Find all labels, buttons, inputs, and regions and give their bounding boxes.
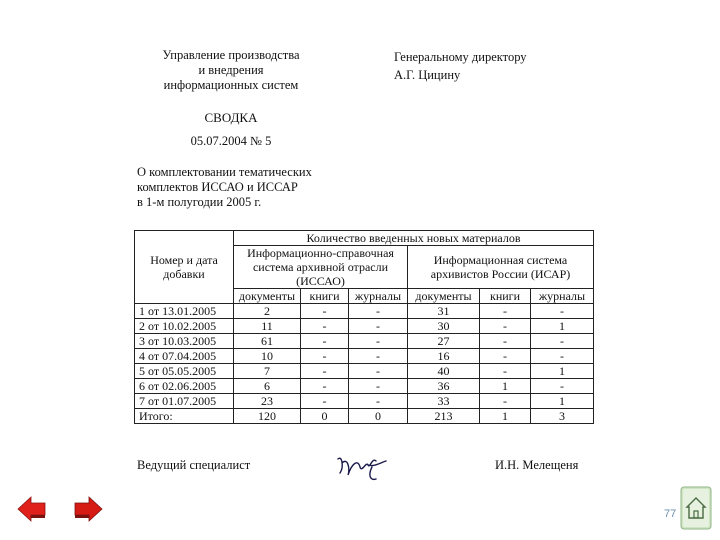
subheader-journals: журналы	[349, 289, 408, 304]
table-cell: 27	[408, 334, 480, 349]
table-cell: 10	[234, 349, 301, 364]
subject-line: в 1-м полугодии 2005 г.	[137, 195, 262, 209]
table-cell: 6	[234, 379, 301, 394]
page-number: 77	[664, 508, 677, 520]
sender-block	[140, 48, 322, 93]
table-row-total	[135, 409, 594, 424]
table-row	[135, 394, 594, 409]
home-icon[interactable]	[680, 486, 712, 530]
table-cell: 0	[349, 409, 408, 424]
table-cell: -	[531, 304, 594, 319]
table-cell: -	[301, 319, 349, 334]
table-cell: -	[349, 364, 408, 379]
table-cell: -	[301, 394, 349, 409]
table-cell: -	[349, 304, 408, 319]
table-cell: 1	[531, 319, 594, 334]
table-cell: 1	[480, 409, 531, 424]
row-label: 6 от 02.06.2005	[135, 379, 234, 394]
handwritten-signature	[332, 449, 390, 483]
subheader-documents: документы	[234, 289, 301, 304]
recipient-line: Генеральному директору	[394, 50, 527, 64]
table-cell: -	[480, 394, 531, 409]
row-label: 4 от 07.04.2005	[135, 349, 234, 364]
table-cell: -	[349, 334, 408, 349]
table-cell: 36	[408, 379, 480, 394]
subheader-books: книги	[301, 289, 349, 304]
table-cell: 61	[234, 334, 301, 349]
sender-line: Управление производства	[162, 48, 300, 62]
table-cell: -	[301, 334, 349, 349]
table-cell: 213	[408, 409, 480, 424]
table-cell: -	[480, 319, 531, 334]
header-isar: Информационная система архивистов России (ИСАР)	[408, 246, 594, 289]
table-row	[135, 349, 594, 364]
table-cell: -	[349, 394, 408, 409]
table-cell: 0	[301, 409, 349, 424]
table-cell: -	[349, 379, 408, 394]
document-subject	[137, 165, 312, 210]
header-group: Количество введенных новых материалов	[234, 231, 594, 246]
table-cell: 1	[531, 364, 594, 379]
table-cell: -	[301, 364, 349, 379]
signer-name: И.Н. Мелещеня	[495, 458, 579, 472]
table-cell: -	[531, 379, 594, 394]
recipient-block	[394, 48, 527, 84]
header-number-date: Номер и дата добавки	[135, 231, 234, 304]
summary-table	[134, 230, 594, 424]
sender-line: и внедрения	[198, 63, 264, 77]
table-row	[135, 334, 594, 349]
table-cell: -	[480, 304, 531, 319]
table-cell: 31	[408, 304, 480, 319]
table-cell: 1	[531, 394, 594, 409]
table-cell: 16	[408, 349, 480, 364]
table-cell: -	[480, 364, 531, 379]
row-label: 5 от 05.05.2005	[135, 364, 234, 379]
subheader-journals: журналы	[531, 289, 594, 304]
table-cell: 120	[234, 409, 301, 424]
table-cell: -	[301, 349, 349, 364]
table-cell: 7	[234, 364, 301, 379]
table-cell: 2	[234, 304, 301, 319]
table-row	[135, 319, 594, 334]
signer-position: Ведущий специалист	[137, 458, 251, 472]
table-cell: 33	[408, 394, 480, 409]
table-cell: -	[301, 379, 349, 394]
subject-line: О комплектовании тематических	[137, 165, 312, 179]
table-cell: 3	[531, 409, 594, 424]
table-cell: -	[531, 334, 594, 349]
table-cell: 40	[408, 364, 480, 379]
subheader-books: книги	[480, 289, 531, 304]
row-label: 7 от 01.07.2005	[135, 394, 234, 409]
table-cell: 11	[234, 319, 301, 334]
table-cell: 30	[408, 319, 480, 334]
table-cell: -	[349, 319, 408, 334]
document-type: СВОДКА	[204, 110, 258, 125]
table-cell: -	[480, 349, 531, 364]
row-label: Итого:	[135, 409, 234, 424]
row-label: 3 от 10.03.2005	[135, 334, 234, 349]
arrow-right-icon[interactable]	[73, 494, 103, 524]
document-date-number: 05.07.2004 № 5	[190, 134, 272, 148]
table-row	[135, 379, 594, 394]
row-label: 1 от 13.01.2005	[135, 304, 234, 319]
recipient-line: А.Г. Цицину	[394, 68, 461, 82]
table-cell: -	[349, 349, 408, 364]
table-row	[135, 304, 594, 319]
sender-line: информационных систем	[163, 78, 299, 92]
header-issao: Информационно-справочная система архивной отрасли (ИССАО)	[234, 246, 408, 289]
arrow-left-icon[interactable]	[17, 494, 47, 524]
table-cell: -	[480, 334, 531, 349]
table-row	[135, 364, 594, 379]
subject-line: комплектов ИССАО и ИССАР	[137, 180, 298, 194]
row-label: 2 от 10.02.2005	[135, 319, 234, 334]
table-cell: 1	[480, 379, 531, 394]
table-cell: 23	[234, 394, 301, 409]
subheader-documents: документы	[408, 289, 480, 304]
table-cell: -	[531, 349, 594, 364]
table-cell: -	[301, 304, 349, 319]
